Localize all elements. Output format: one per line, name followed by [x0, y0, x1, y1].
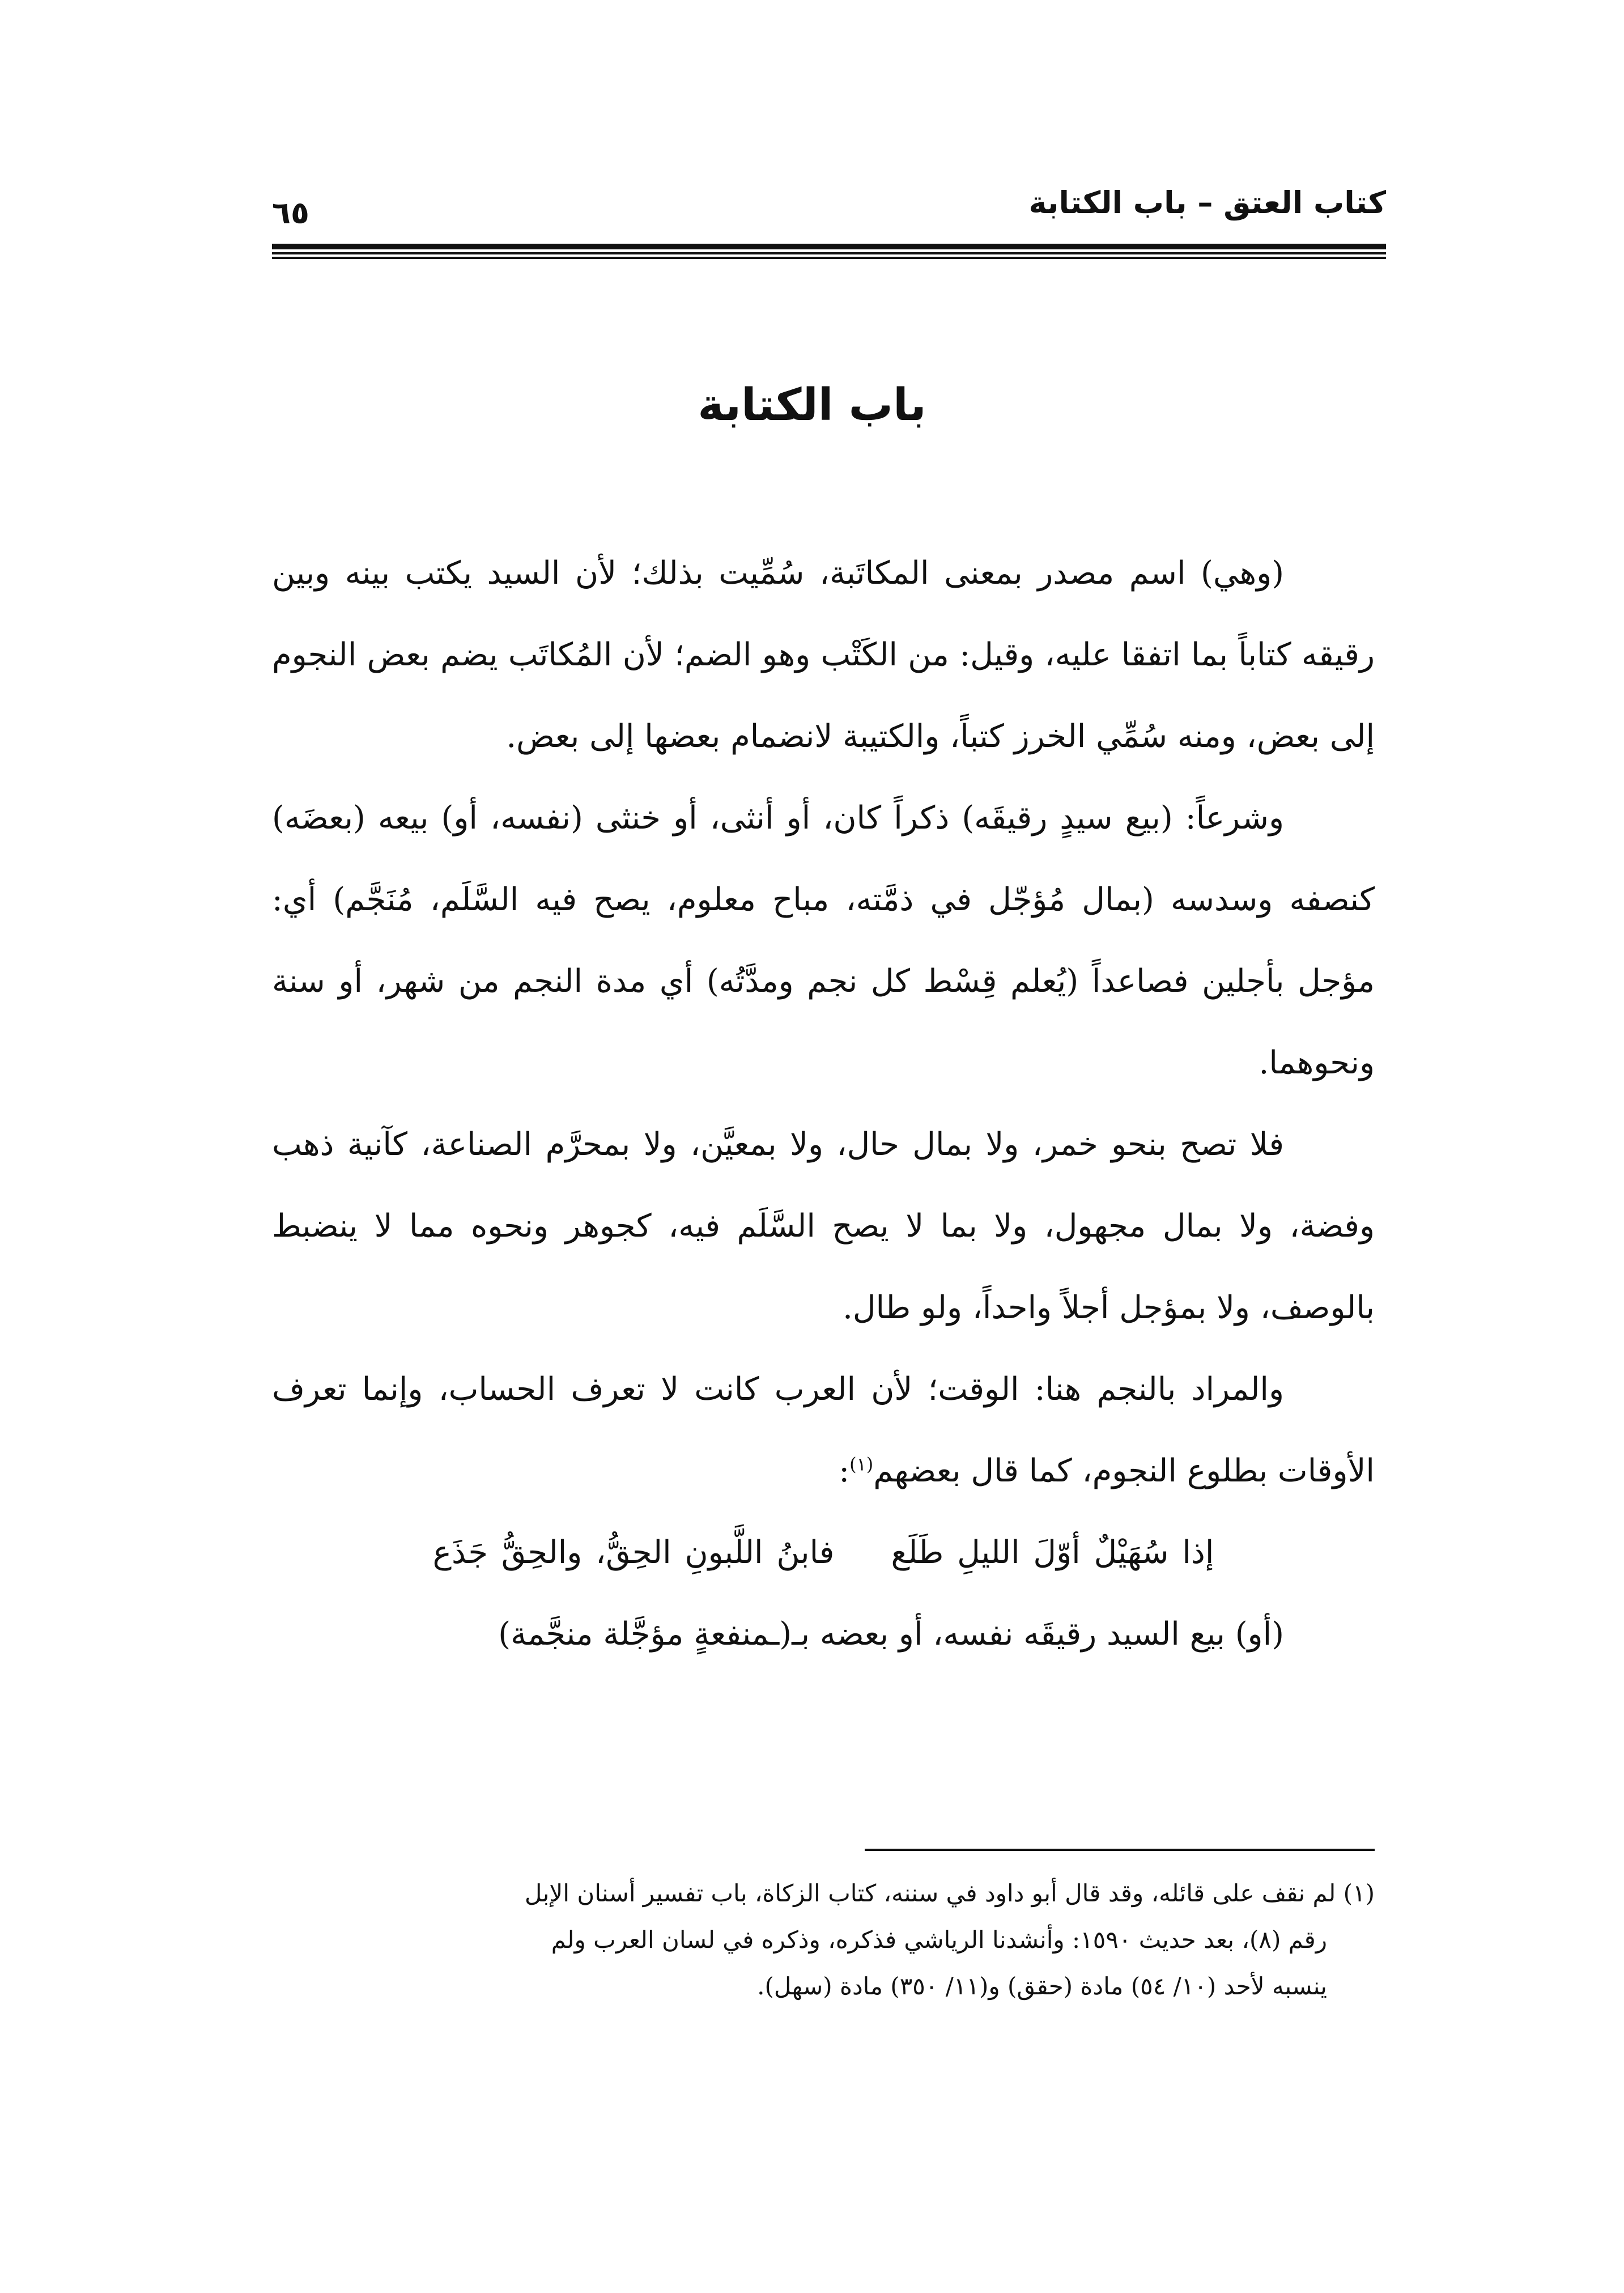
paragraph-star-meaning-text: والمراد بالنجم هنا: الوقت؛ لأن العرب كانت لا تعرف الحساب، وإنما تعرف الأوقات بطلوع النجوم، كما قال بعضهم: [272, 1371, 1375, 1489]
header-rule-thin: [272, 257, 1386, 259]
page-number: ٦٥: [272, 195, 309, 231]
paragraph-definition: (وهي) اسم مصدر بمعنى المكاتَبة، سُمِّيت بذلك؛ لأن السيد يكتب بينه وبين رقيقه كتاباً بما اتفقا عليه، وقيل: من الكَتْب وهو الضم؛ لأن المُكاتَب يضم بعض النجوم إلى بعض، ومنه سُمِّي الخرز كتباً، والكتيبة لانضمام بعضها إلى بعض.: [272, 555, 1375, 755]
paragraph-star-meaning-colon: :: [839, 1453, 850, 1489]
footnote-line: رقم (٨)، بعد حديث ١٥٩٠: وأنشدنا الرياشي فذكره، وذكره في لسان العرب ولم: [551, 1926, 1327, 1954]
header-rule-thin: [272, 252, 1386, 254]
footnote-reference[interactable]: (١): [849, 1453, 874, 1475]
paragraph-invalid-cases: فلا تصح بنحو خمر، ولا بمال حال، ولا بمعيَّن، ولا بمحرَّم الصناعة، كآنية ذهب وفضة، ولا بمال مجهول، ولا بما لا يصح السَّلَم فيه، كجوهر ونحوه مما لا ينضبط بالوصف، ولا بمؤجل أجلاً واحداً، ولو طال.: [272, 1126, 1375, 1326]
paragraph-benefit-sale: (أو) بيع السيد رقيقَه نفسه، أو بعضه بـ(ـمنفعةٍ مؤجَّلة منجَّمة): [498, 1616, 1284, 1653]
footnote-separator: [865, 1849, 1375, 1851]
running-title: كتاب العتق – باب الكتابة: [1028, 185, 1386, 220]
footnotes: [272, 1870, 1375, 2010]
body-text: [272, 533, 1375, 1675]
footnote-line: ينسبه لأحد (١٠/ ٥٤) مادة (حقق) و(١١/ ٣٥٠) مادة (سهل).: [757, 1972, 1327, 2000]
header-rule-thick: [272, 244, 1386, 249]
paragraph-star-meaning: [272, 1349, 1375, 1512]
verse-first-hemistich: إذا سُهَيْلٌ أوّلَ الليلِ طَلَع: [891, 1534, 1214, 1571]
poetry-verse: [272, 1512, 1375, 1594]
footnote-line: [272, 1870, 1375, 1917]
running-header: [272, 180, 1386, 231]
chapter-title: باب الكتابة: [698, 380, 926, 431]
footnote-text: لم نقف على قائله، وقد قال أبو داود في سننه، كتاب الزكاة، باب تفسير أسنان الإبل: [524, 1879, 1336, 1907]
header-rule: [272, 244, 1386, 261]
paragraph-legal-definition: وشرعاً: (بيع سيدٍ رقيقَه) ذكراً كان، أو أنثى، أو خنثى (نفسه، أو) بيعه (بعضَه) كنصفه وسدسه (بمال مُؤجّل في ذمَّته، مباح معلوم، يصح فيه السَّلَم، مُنَجَّم) أي: مؤجل بأجلين فصاعداً (يُعلم قِسْط كل نجم ومدَّتُه) أي مدة النجم من شهر، أو سنة ونحوهما.: [272, 800, 1375, 1081]
footnote-marker: (١): [1343, 1879, 1375, 1907]
verse-second-hemistich: فابنُ اللَّبونِ الحِقُّ، والحِقُّ جَذَع: [432, 1534, 835, 1571]
